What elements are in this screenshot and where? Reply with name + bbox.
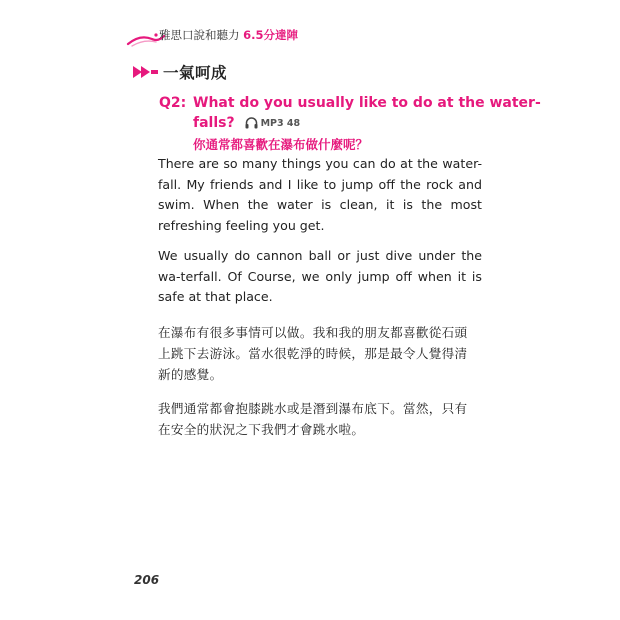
page-number: 206 (134, 573, 160, 587)
book-title: 雅思口說和聽力 (159, 28, 240, 42)
headphones-icon[interactable] (245, 117, 258, 129)
book-score: 6.5分達陣 (243, 28, 299, 42)
double-arrow-icon (133, 65, 159, 79)
section-title: 一氣呵成 (163, 64, 228, 82)
audio-track-label: MP3 48 (260, 117, 301, 129)
section-heading (133, 61, 227, 83)
answer-zh-paragraph-1: 在瀑布有很多事情可以做。我和我的朋友都喜歡從石頭上跳下去游泳。當水很乾淨的時候，那是最令人覺得清新的感覺。 (158, 325, 468, 382)
question-translation: 你通常都喜歡在瀑布做什麼呢？ (193, 137, 369, 152)
question-text-line2-text: falls? (193, 115, 235, 131)
question-text-line2 (193, 115, 300, 131)
answer-en-paragraph-2: We usually do cannon ball or just dive under the wa-terfall. Of Course, we only jump off when it is safe at that place. (158, 248, 482, 304)
question-text-line1: What do you usually like to do at the water- (193, 95, 541, 111)
answer-en-paragraph-1: There are so many things you can do at the water-fall. My friends and I like to jump off the rock and swim. When the water is clean, it is the most refreshing feeling you get. (158, 156, 482, 233)
question-label: Q2: (159, 95, 187, 111)
answer-zh-paragraph-2: 我們通常都會抱膝跳水或是潛到瀑布底下。當然，只有在安全的狀況之下我們才會跳水啦。 (158, 401, 468, 437)
running-head (159, 27, 298, 43)
